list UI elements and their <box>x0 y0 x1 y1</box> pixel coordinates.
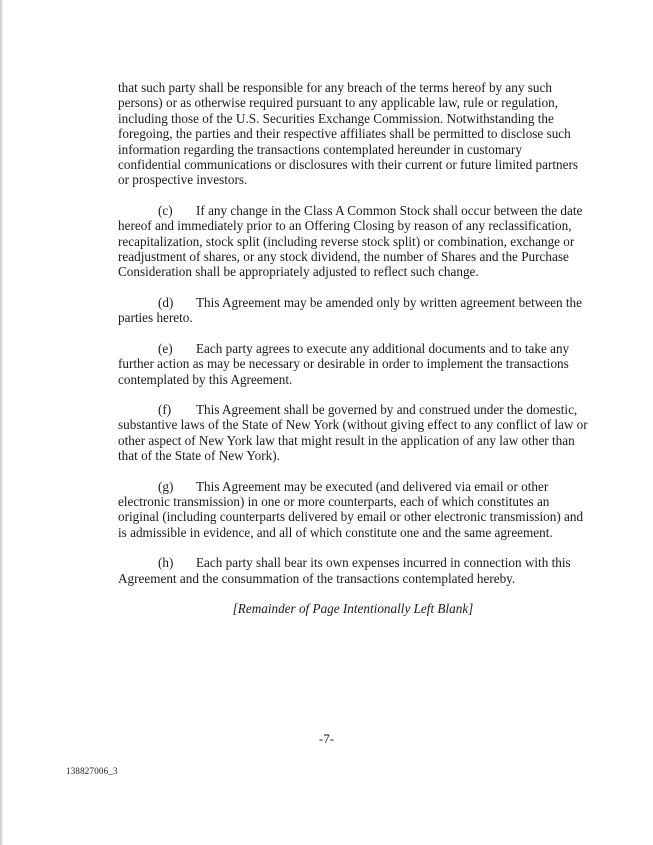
section-label: (g) <box>158 478 174 494</box>
section-label: (e) <box>158 340 173 356</box>
section-text: Each party shall bear its own expenses incurred in connection with this Agreement and the consummation of the transactions contemplated hereby. <box>118 555 571 586</box>
page-number: -7- <box>318 731 335 746</box>
section-label: (f) <box>158 401 172 417</box>
section-e <box>118 341 588 387</box>
section-f <box>118 402 588 464</box>
section-g <box>118 479 588 541</box>
section-label: (c) <box>158 202 173 218</box>
remainder-note: [Remainder of Page Intentionally Left Blank] <box>232 600 474 616</box>
section-text: If any change in the Class A Common Stock shall occur between the date hereof and immediately prior to an Offering Closing by reason of any reclassification, recapitalization, stock split (including reverse stock split) or combination, exchange or readjustment of shares, or any stock dividend, the number of Shares and the Purchase Consideration shall be appropriately adjusted to reflect such change. <box>118 202 583 280</box>
section-text: Each party agrees to execute any additional documents and to take any further action as may be necessary or desirable in order to implement the transactions contemplated by this Agreement. <box>118 340 570 387</box>
section-text: This Agreement shall be governed by and construed under the domestic, substantive laws of the State of New York (without giving effect to any conflict of law or other aspect of New York law that might result in the application of any law other than that of the State of New York). <box>118 401 588 464</box>
section-label: (d) <box>158 294 174 310</box>
section-text: This Agreement may be executed (and delivered via email or other electronic transmission) in one or more counterparts, each of which constitutes an original (including counterparts delivered by email or other electronic transmission) and is admissible in evidence, and all of which constitute one and the same agreement. <box>118 478 584 540</box>
section-c <box>118 203 588 280</box>
document-id: 138827006_3 <box>66 766 118 776</box>
section-label: (h) <box>158 555 174 571</box>
document-body <box>118 80 588 631</box>
intro-paragraph: that such party shall be responsible for any breach of the terms hereof by any such persons) or as otherwise required pursuant to any applicable law, rule or regulation, including those of the U.S. Securities Exchange Commission. Notwithstanding the foregoing, the parties and their respective affiliates shall be permitted to disclose such information regarding the transactions contemplated hereunder in customary confidential communications or disclosures with their current or future limited partners or prospective investors. <box>118 80 578 188</box>
section-text: This Agreement may be amended only by written agreement between the parties hereto. <box>118 294 582 326</box>
scan-edge <box>0 0 3 845</box>
section-h <box>118 555 588 586</box>
section-d <box>118 295 588 326</box>
